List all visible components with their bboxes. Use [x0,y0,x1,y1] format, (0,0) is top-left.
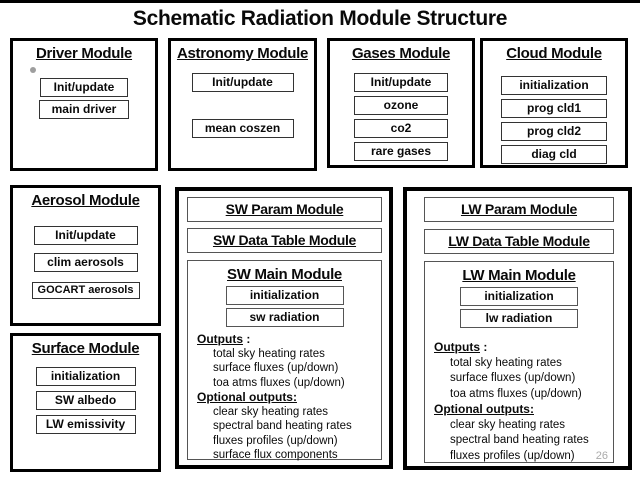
lw-module-group-box [403,187,632,470]
cloud-module-box [480,38,628,168]
sw-optional-output-item: surface flux components [213,449,338,461]
surface-lw-emissivity-block: LW emissivity [36,415,136,434]
astronomy-mean-coszen-block: mean coszen [192,119,294,138]
gases-init-update-block: Init/update [354,73,448,92]
lw-main-module-box [424,261,614,463]
astronomy-module-title: Astronomy Module [176,45,309,62]
sw-optional-output-item: fluxes profiles (up/down) [213,434,338,447]
lw-optional-outputs-label: Optional outputs: [434,402,534,416]
sw-data-table-module-title: SW Data Table Module [212,232,357,248]
sw-outputs-label: Outputs : [197,332,251,346]
sw-output-item: surface fluxes (up/down) [213,362,339,374]
slide-top-border [0,0,640,3]
lw-outputs-label: Outputs : [434,340,488,354]
driver-init-update-block: Init/update [40,78,128,97]
lw-param-module-box [424,197,614,222]
sw-optional-outputs-label: Optional outputs: [197,390,297,404]
cloud-module-title: Cloud Module [506,45,602,62]
sw-initialization-block: initialization [226,286,344,305]
gases-co2-block: co2 [354,119,448,138]
sw-outputs-section [197,332,381,463]
lw-param-module-title: LW Param Module [460,201,578,217]
surface-module-box [10,333,161,472]
cloud-initialization-block: initialization [501,76,607,95]
sw-optional-output-item: spectral band heating rates [213,420,352,432]
sw-param-module-title: SW Param Module [225,201,344,217]
sw-main-module-box [187,260,382,460]
cloud-prog-cld1-block: prog cld1 [501,99,607,118]
lw-outputs-section [434,340,613,464]
aerosol-gocart-aerosols-block: GOCART aerosols [32,282,140,299]
surface-initialization-block: initialization [36,367,136,386]
lw-output-item: surface fluxes (up/down) [450,372,576,384]
aerosol-init-update-block: Init/update [34,226,138,245]
lw-output-item: total sky heating rates [450,356,562,369]
lw-initialization-block: initialization [460,287,578,306]
sw-output-item: total sky heating rates [213,347,325,360]
gases-ozone-block: ozone [354,96,448,115]
driver-main-driver-block: main driver [39,100,129,119]
aerosol-module-box [10,185,161,326]
surface-module-title: Surface Module [31,340,140,357]
sw-data-table-module-box [187,228,382,253]
lw-optional-output-item: fluxes profiles (up/down) [450,449,575,462]
aerosol-clim-aerosols-block: clim aerosols [34,253,138,272]
lw-radiation-block: lw radiation [460,309,578,328]
lw-data-table-module-title: LW Data Table Module [448,233,590,249]
astronomy-init-update-block: Init/update [192,73,294,92]
lw-main-module-title: LW Main Module [462,267,576,284]
driver-module-title: Driver Module [35,45,133,62]
sw-module-group-box [175,187,393,469]
astronomy-module-box [168,38,317,171]
slide-title: Schematic Radiation Module Structure [132,7,508,30]
gases-module-box [327,38,475,168]
sw-radiation-block: sw radiation [226,308,344,327]
cloud-diag-cld-block: diag cld [501,145,607,164]
driver-module-box [10,38,158,171]
page-number: 26 [595,450,608,462]
sw-param-module-box [187,197,382,222]
lw-optional-output-item: clear sky heating rates [450,418,566,431]
lw-optional-output-item: spectral band heating rates [450,434,589,446]
gases-rare-gases-block: rare gases [354,142,448,161]
sw-main-module-title: SW Main Module [227,266,342,283]
sw-output-item: toa atms fluxes (up/down) [213,376,345,389]
lw-output-item: toa atms fluxes (up/down) [450,387,582,400]
lw-data-table-module-box [424,229,614,254]
gases-module-title: Gases Module [351,45,451,62]
sw-optional-output-item: clear sky heating rates [213,405,329,418]
aerosol-module-title: Aerosol Module [31,192,140,209]
surface-sw-albedo-block: SW albedo [36,391,136,410]
bullet-dot-icon [30,67,36,73]
cloud-prog-cld2-block: prog cld2 [501,122,607,141]
